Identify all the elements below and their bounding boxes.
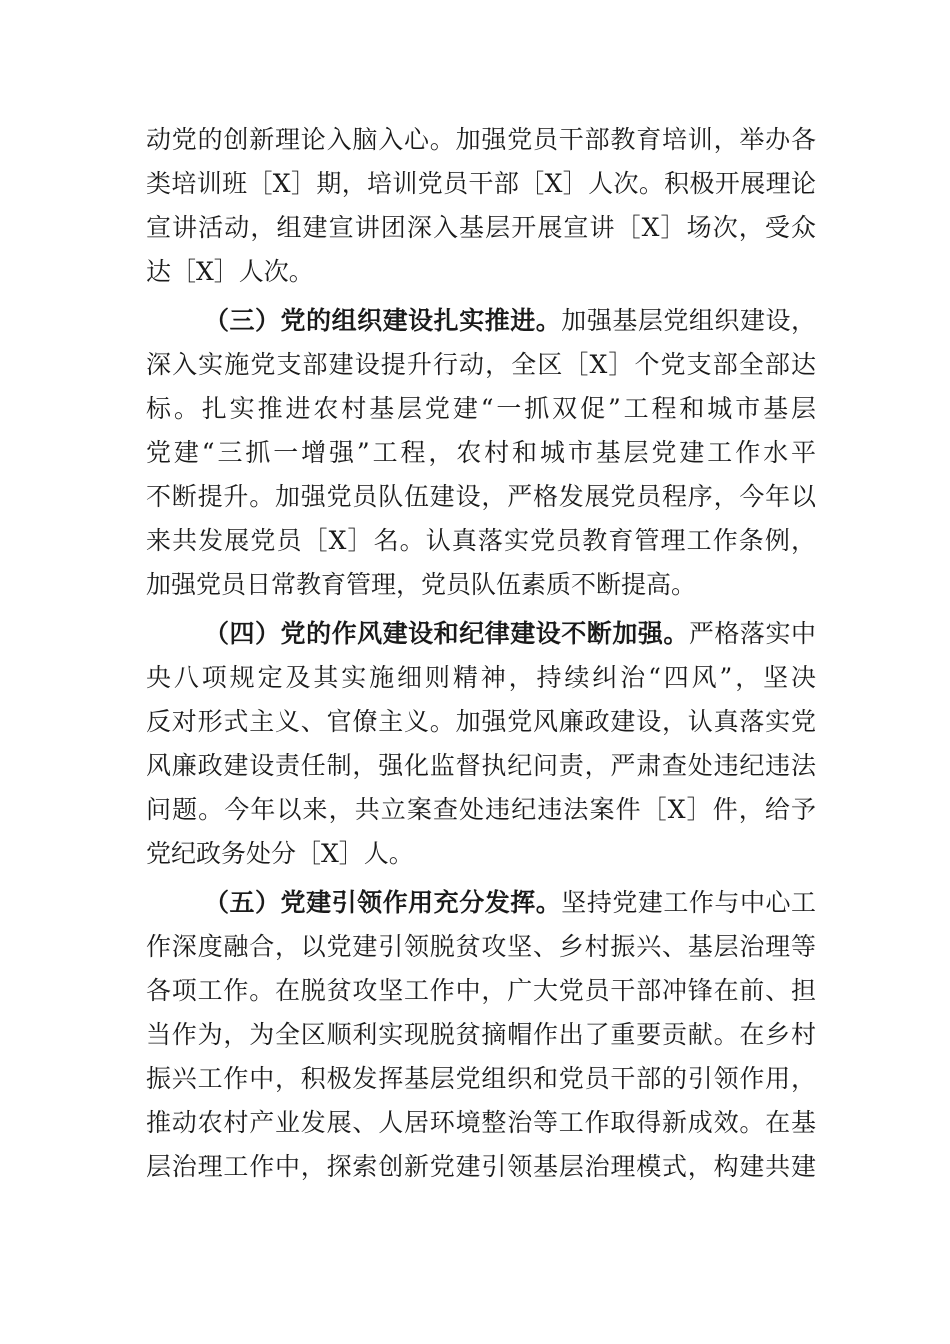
section-heading-line bbox=[204, 614, 816, 654]
text-line: 不断提升。加强党员队伍建设，严格发展党员程序，今年以 bbox=[146, 482, 816, 511]
text-line: 动党的创新理论入脑入心。加强党员干部教育培训，举办各 bbox=[146, 125, 816, 154]
heading-continuation: 严格落实中 bbox=[688, 619, 816, 648]
section-heading-3: （三）党的组织建设扎实推进。 bbox=[204, 306, 562, 335]
text-line: 作深度融合，以党建引领脱贫攻坚、乡村振兴、基层治理等 bbox=[146, 932, 816, 961]
text-line: 当作为，为全区顺利实现脱贫摘帽作出了重要贡献。在乡村 bbox=[146, 1020, 816, 1049]
text-line: 党建“三抓一增强”工程，农村和城市基层党建工作水平 bbox=[146, 438, 816, 467]
section-heading-4: （四）党的作风建设和纪律建设不断加强。 bbox=[204, 619, 689, 648]
text-line: 类培训班［X］期，培训党员干部［X］人次。积极开展理论 bbox=[146, 169, 816, 198]
heading-continuation: 加强基层党组织建设， bbox=[561, 306, 816, 335]
text-line: 达［X］人次。 bbox=[146, 257, 314, 286]
text-line: 层治理工作中，探索创新党建引领基层治理模式，构建共建 bbox=[146, 1152, 816, 1181]
heading-continuation: 坚持党建工作与中心工 bbox=[561, 888, 816, 917]
text-line: 风廉政建设责任制，强化监督执纪问责，严肃查处违纪违法 bbox=[146, 751, 816, 780]
text-line: 推动农村产业发展、人居环境整治等工作取得新成效。在基 bbox=[146, 1108, 816, 1137]
text-line: 来共发展党员［X］名。认真落实党员教育管理工作条例， bbox=[146, 526, 816, 555]
text-line: 宣讲活动，组建宣讲团深入基层开展宣讲［X］场次，受众 bbox=[146, 213, 816, 242]
text-line: 反对形式主义、官僚主义。加强党风廉政建设，认真落实党 bbox=[146, 707, 816, 736]
text-line: 振兴工作中，积极发挥基层党组织和党员干部的引领作用， bbox=[146, 1064, 816, 1093]
section-heading-line bbox=[204, 301, 816, 341]
text-line: 党纪政务处分［X］人。 bbox=[146, 839, 414, 868]
text-line: 问题。今年以来，共立案查处违纪违法案件［X］件，给予 bbox=[146, 795, 816, 824]
text-line: 标。扎实推进农村基层党建“一抓双促”工程和城市基层 bbox=[146, 394, 816, 423]
text-line: 加强党员日常教育管理，党员队伍素质不断提高。 bbox=[146, 570, 697, 599]
section-heading-5: （五）党建引领作用充分发挥。 bbox=[204, 888, 562, 917]
text-line: 央八项规定及其实施细则精神，持续纠治“四风”，坚决 bbox=[146, 663, 816, 692]
text-line: 深入实施党支部建设提升行动，全区［X］个党支部全部达 bbox=[146, 350, 816, 379]
text-line: 各项工作。在脱贫攻坚工作中，广大党员干部冲锋在前、担 bbox=[146, 976, 816, 1005]
section-heading-line bbox=[204, 883, 816, 923]
